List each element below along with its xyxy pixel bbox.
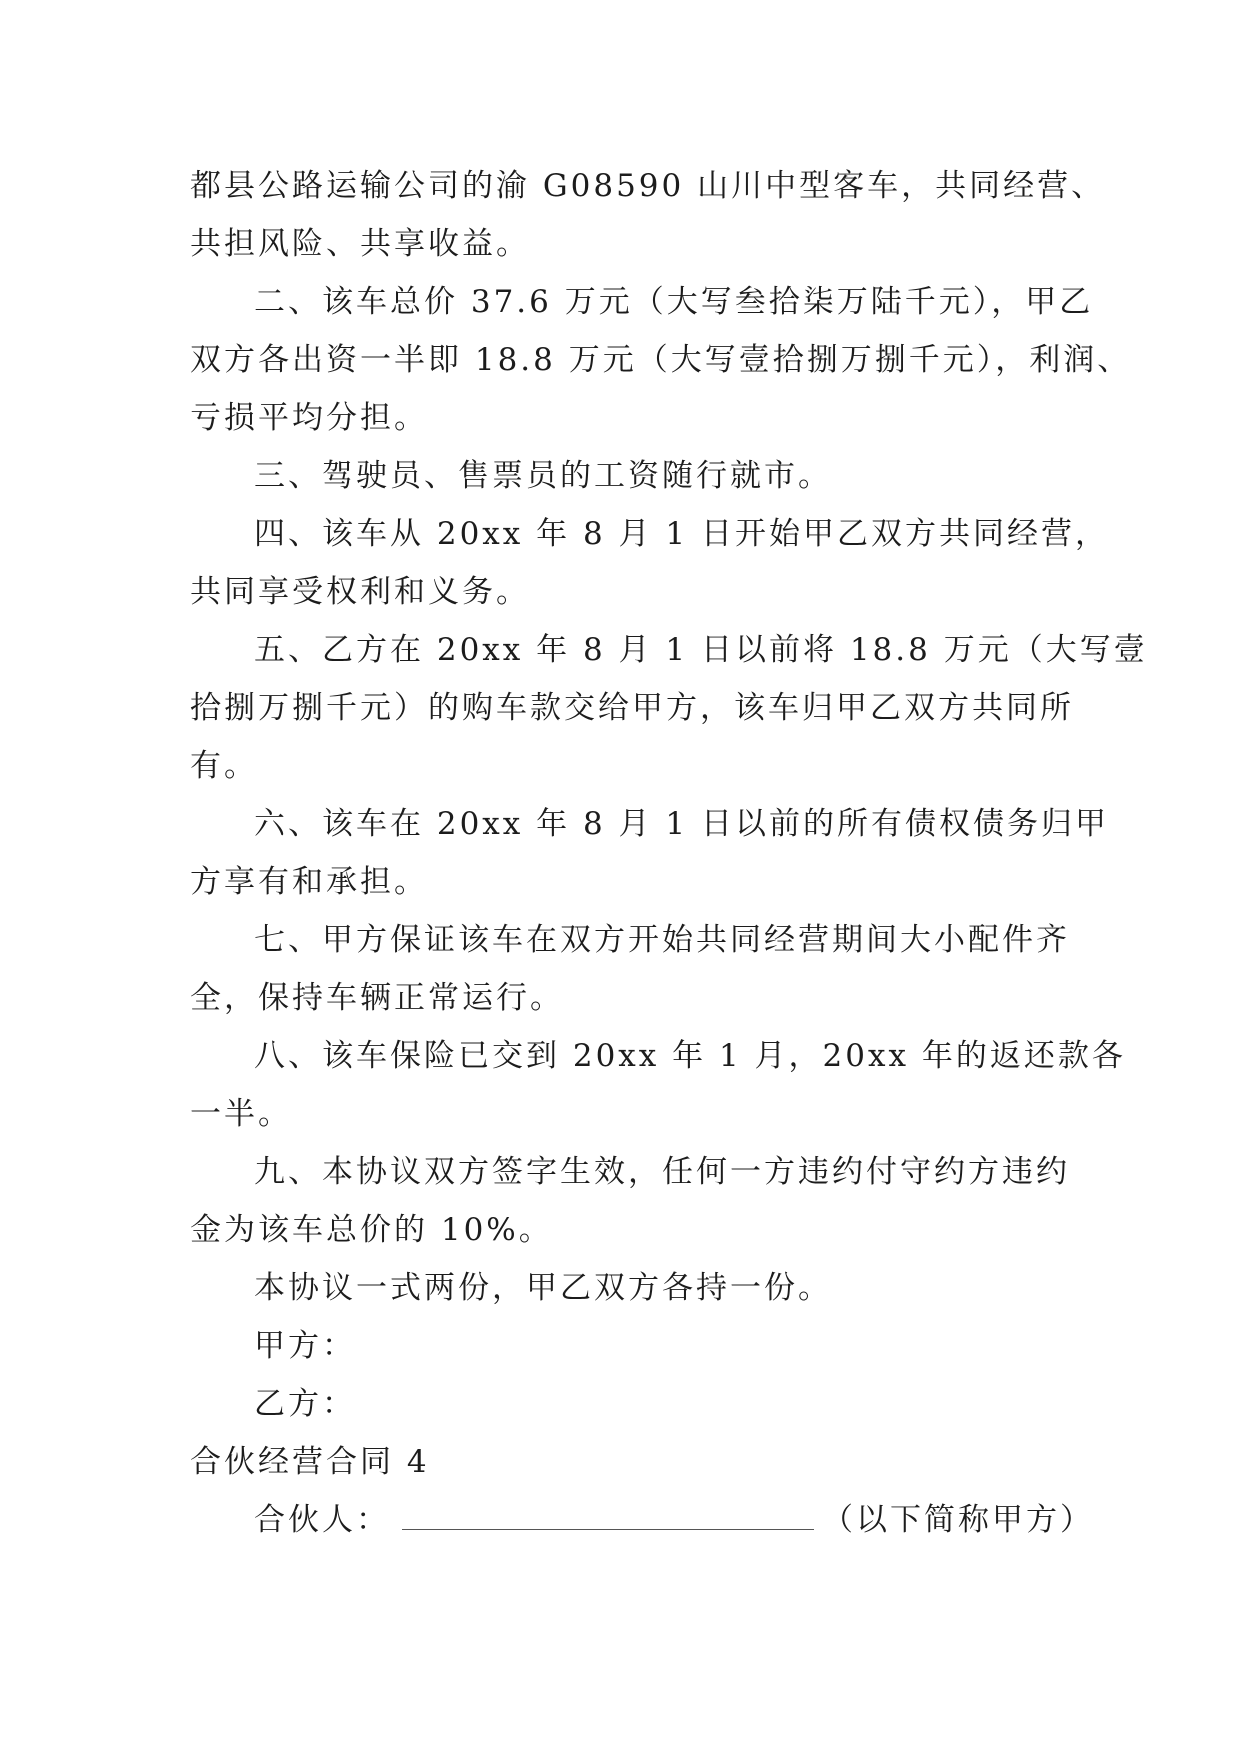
section-heading: 合伙经营合同 4	[190, 1444, 430, 1480]
text-line: 一半。	[190, 1096, 292, 1132]
clause-6-line: 六、该车在 20xx 年 8 月 1 日以前的所有债权债务归甲	[254, 806, 1109, 842]
clause-5-line: 五、乙方在 20xx 年 8 月 1 日以前将 18.8 万元（大写壹	[254, 632, 1148, 668]
clause-4-line: 四、该车从 20xx 年 8 月 1 日开始甲乙双方共同经营，	[254, 516, 1109, 552]
text-line: 亏损平均分担。	[190, 400, 428, 436]
text-line: 有。	[190, 748, 258, 784]
text-line: 拾捌万捌千元）的购车款交给甲方，该车归甲乙双方共同所	[190, 690, 1074, 726]
partner-name-blank	[402, 1501, 814, 1530]
text-line: 双方各出资一半即 18.8 万元（大写壹拾捌万捌千元），利润、	[190, 342, 1132, 378]
clause-2-line: 二、该车总价 37.6 万元（大写叁拾柒万陆千元），甲乙	[254, 284, 1094, 320]
partner-line	[254, 1500, 1094, 1540]
party-b-signature-label: 乙方：	[254, 1386, 356, 1422]
partner-suffix: （以下简称甲方）	[822, 1502, 1094, 1538]
text-line: 共同享受权利和义务。	[190, 574, 530, 610]
text-line: 都县公路运输公司的渝 G08590 山川中型客车，共同经营、	[190, 168, 1106, 204]
party-a-signature-label: 甲方：	[254, 1328, 356, 1364]
partner-label: 合伙人：	[254, 1502, 390, 1538]
text-line: 全，保持车辆正常运行。	[190, 980, 564, 1016]
clause-8-line: 八、该车保险已交到 20xx 年 1 月，20xx 年的返还款各	[254, 1038, 1126, 1074]
clause-9-line: 九、本协议双方签字生效，任何一方违约付守约方违约	[254, 1154, 1070, 1190]
text-line: 共担风险、共享收益。	[190, 226, 530, 262]
clause-3-line: 三、驾驶员、售票员的工资随行就市。	[254, 458, 832, 494]
text-line: 金为该车总价的 10%。	[190, 1212, 553, 1248]
copies-statement: 本协议一式两份，甲乙双方各持一份。	[254, 1270, 832, 1306]
text-line: 方享有和承担。	[190, 864, 428, 900]
clause-7-line: 七、甲方保证该车在双方开始共同经营期间大小配件齐	[254, 922, 1070, 958]
